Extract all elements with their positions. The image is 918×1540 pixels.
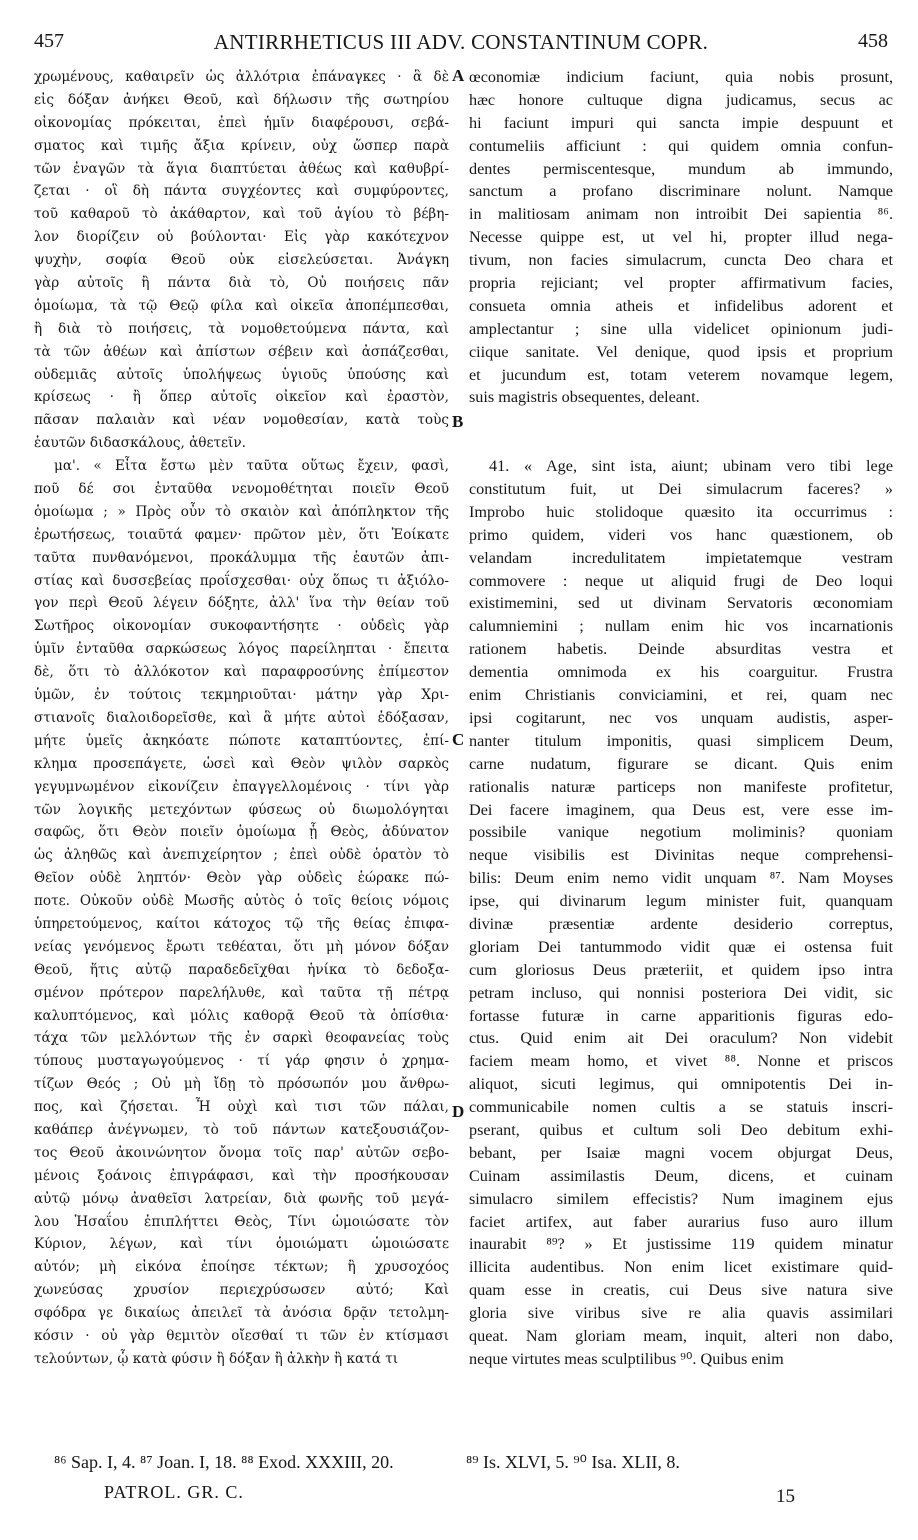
latin-text-line: Dei facere imaginem, qua Deus est, vere esse im- [469, 800, 893, 819]
greek-text-line: λου Ἡσαΐου ἐπιπλήττει Θεὸς, Τίνι ὡμοιώσατε τὸν [34, 1213, 449, 1230]
latin-text-line: ctus. Quid enim ait Dei oraculum? Non videbit [469, 1029, 893, 1048]
latin-text-line: pserant, quibus et cultum soli Deo debitum exhi- [469, 1120, 893, 1139]
latin-text-line: fortasse futuræ in carne apparitionis figuras edo- [469, 1006, 893, 1025]
greek-text-line: σαφῶς, ὅτι Θεὸν ποιεῖν ὁμοίωμα ᾗ Θεὸς, ἀδύνατον [34, 824, 449, 841]
greek-text-line: νείας γενόμενος ἔρωτι τεθέαται, ὅτι μὴ μόνον δόξαν [34, 938, 449, 955]
greek-text-line: ὁμοίωμα, τὰ τῷ Θεῷ φίλα καὶ οἰκεῖα ἀποπέμπεσθαι, [34, 297, 449, 314]
latin-text-line: consueta omnia atheis et infidelibus adorent et [469, 296, 893, 315]
margin-letter-a: A [452, 66, 465, 85]
greek-text-line: ὑμῖν ἐνταῦθα σαρκώσεως λόγος παρείληπται · ἔπειτα [34, 641, 449, 658]
greek-text-line: τύπους μυσταγωγούμενος · τί γάρ φησιν ὁ χρημα- [34, 1053, 449, 1070]
greek-text-line: τελούντων, ᾧ κατὰ φύσιν ἢ δόξαν ἢ ἀλκὴν ἢ κατά τι [34, 1350, 399, 1367]
greek-text-line: ὁμοίωμα ; » Πρὸς οὖν τὸ σκαιὸν καὶ ἀπόπληκτον τῆς [34, 503, 449, 520]
latin-text-line: suis magistris obsequentes, deleant. [469, 388, 700, 407]
greek-text-line: Σωτῆρος οἰκονομίαν συκοφαντήσητε · οὐδεὶς γὰρ [34, 618, 449, 635]
latin-text-line: faciem meam homo, et vivet ⁸⁸. Nonne et priscos [469, 1052, 893, 1071]
latin-text-line: amplectantur ; sine ulla videlicet opinionum judi- [469, 319, 893, 338]
latin-text-line: tivum, non facies simulacrum, cuncta Deo chara et [469, 251, 893, 270]
series-signature: PATROL. GR. C. [104, 1482, 244, 1502]
latin-text-line: velandam incredulitatem impietatemque vestram [469, 548, 893, 567]
latin-text-line: ipse, qui divinarum legum minister fuit, quanquam [469, 892, 893, 911]
greek-text-line: δὲ, ὅτι τὸ ἀλλόκοτον καὶ παραφροσύνης ἐπίμεστον [34, 664, 449, 681]
latin-text-line: et jucundum est, totam veterem novamque legem, [469, 365, 893, 384]
latin-column [469, 66, 893, 1371]
greek-text-line: στίας καὶ δυσσεβείας προΐσχεσθαι· οὐχ ὅπως τι ἀξιόλο- [34, 572, 449, 589]
latin-text-line: constitutum fuit, ut Dei simulacrum faceres? » [469, 480, 893, 499]
greek-text-line: ὡς ἀληθῶς καὶ ἀνεπιχείρητον ; ἐπεὶ οὐδὲ ὁρατὸν τὸ [34, 847, 449, 864]
latin-text-line: cum gloriosus Deus præteriit, et quidem ipso intra [469, 960, 893, 979]
latin-text-line: bebant, per Isaiæ magni vocem objurgat Deus, [469, 1143, 893, 1162]
page-number-right: 458 [858, 30, 888, 52]
greek-text-line: τος Θεοῦ ἀκοινώνητον ὄνομα τοῖς παρ' αὐτῶν σεβο- [34, 1144, 449, 1161]
margin-letter-c: C [452, 730, 465, 749]
running-header [34, 30, 888, 56]
greek-text-line: ψυχὴν, σοφία Θεοῦ οὐκ εἰσελεύσεται. Ἀνάγκη [34, 252, 449, 269]
latin-text-line: commovere : neque ut aliquid frugi de Deo loqui [469, 571, 893, 590]
latin-text-line: bilis: Deum enim nemo vidit unquam ⁸⁷. Nam Moyses [469, 869, 893, 888]
sheet-number: 15 [776, 1486, 795, 1507]
latin-text-line: illicita audentibus. Non enim licet existimare quid- [469, 1258, 893, 1277]
latin-text-line: calumniemini ; nullam enim hic vos incarnationis [469, 617, 893, 636]
latin-text-line: primo quidem, videri vos hanc quæstionem, ob [469, 525, 893, 544]
greek-text-line: μήτε ὑμεῖς ἀκηκόατε πώποτε καταπτύοντες, ἐπί- [34, 732, 449, 749]
latin-text-line: gloriam Dei tantummodo vidit quæ ei ostensa fuit [469, 937, 893, 956]
greek-text-line: οὐδεμιᾶς αὐτοῖς ὑπολήψεως ὑγιοῦς ὑπούσης καὶ [34, 366, 449, 383]
greek-text-line: σματος καὶ τιμῆς ἄξια κρίνειν, οὐχ ὥσπερ παρὰ [34, 137, 449, 154]
greek-text-line: καθάπερ ἀνέγνωμεν, τὸ τοῦ πάντων κατεξουσιάζον- [34, 1121, 449, 1138]
footnotes-left: ⁸⁶ Sap. I, 4. ⁸⁷ Joan. I, 18. ⁸⁸ Exod. XXXIII, 20. [54, 1452, 394, 1472]
latin-text-line: enim Christianis conviciamini, et rei, quam nec [469, 686, 893, 705]
greek-text-line: τάχα τῶν μελλόντων τῆς ἐν σαρκὶ θεοφανείας τοὺς [34, 1030, 449, 1047]
latin-text-line: dementia omnimoda ex his coarguitur. Frustra [469, 663, 893, 682]
greek-text-line: κόσιν · οὐ γὰρ θεμιτὸν οἴεσθαί τι τῶν ἐν κτίσμασι [34, 1327, 449, 1344]
greek-text-line: λον διορίζειν οὐ βούλονται· Εἰς γὰρ κακότεχνον [34, 229, 449, 246]
latin-text-line: hæc honore cultuque digna judicamus, secus ac [469, 90, 893, 109]
latin-text-line: Cuinam assimilastis Deum, dicens, et cuinam [469, 1166, 893, 1185]
greek-text-line: ἐρωτήσεως, τοιαῦτά φαμεν· πρῶτον μὲν, ὅτι Ἐοίκατε [34, 526, 449, 543]
greek-text-line: ὑπηρετούμενος, καίτοι κάτοχος τῷ τῆς θείας ἐπιφα- [34, 915, 449, 932]
latin-text-line: petram incluso, qui nonnisi posteriora Dei vidit, sic [469, 983, 893, 1002]
footnotes-right: ⁸⁹ Is. XLVI, 5. ⁹⁰ Isa. XLII, 8. [466, 1452, 680, 1472]
latin-text-line: communicabile nomen cultis a se statuis inscri- [469, 1098, 893, 1117]
greek-text-line: ποῦ δέ σοι ἐνταῦθα νενομοθέτηται ποιεῖν Θεοῦ [34, 481, 449, 498]
greek-text-line: γον περὶ Θεοῦ λέγειν δόξητε, ἀλλ' ἵνα τὴν θείαν τοῦ [34, 595, 449, 612]
margin-letter-b: B [452, 412, 464, 431]
latin-text-line: divinæ præsentiæ ardente desiderio correptus, [469, 914, 893, 933]
greek-text-line: τοῦ καθαροῦ τὸ ἀκάθαρτον, καὶ τοῦ ἁγίου τὸ βέβη- [34, 206, 449, 223]
greek-text-line: Θεῖον οὐδὲ ληπτόν· Θεὸν γὰρ οὐδεὶς ἑώρακε πώ- [34, 870, 449, 887]
greek-text-line: γεγυμνωμένον εἰκονίζειν ἐπαγγελλομένοις · τίνι γὰρ [34, 778, 449, 795]
greek-text-line: τὰ τῶν ἀθέων καὶ ἀπίστων σέβειν καὶ ἀσπάζεσθαι, [34, 343, 449, 360]
latin-text-line: sanctum a profano discriminare nolunt. Namque [469, 182, 893, 201]
latin-text-line: hi faciunt impuri qui sancta impie despuunt et [469, 113, 893, 132]
greek-text-line: καλυπτόμενος, καὶ μόλις καθορᾷ Θεοῦ τὰ ὀπίσθια· [34, 1007, 449, 1024]
margin-letter-d: D [452, 1102, 465, 1121]
greek-text-line: ποτε. Οὐκοῦν οὐδὲ Μωσῆς αὐτὸς ὁ τοῖς θείοις νόμοις [34, 893, 449, 910]
latin-text-line: possibile vanique negotium moliminis? quoniam [469, 823, 893, 842]
paragraph-gap [469, 409, 893, 432]
greek-text-line: ἢ διὰ τὸ ποιήσεις, τὰ νομοθετούμενα πάντα, καὶ [34, 320, 449, 337]
latin-text-line: neque virtutes meas sculptilibus ⁹⁰. Quibus enim [469, 1349, 784, 1368]
greek-text-line: Θεοῦ, ἥτις αὐτῷ παραδεδεῖχθαι ἡνίκα τὸ δεδοξα- [34, 961, 449, 978]
latin-text-line: rationalis naturæ particeps non manifeste profitetur, [469, 777, 893, 796]
latin-text-line: existimemini, sed ut divinam Servatoris œconomiam [469, 594, 893, 613]
greek-text-line: αὐτῷ μόνῳ ἀναθεῖσι λατρείαν, διὰ φωνῆς τοῦ μεγά- [34, 1190, 449, 1207]
greek-text-line: ταῦτα πυνθανόμενοι, προκάλυμμα τῆς ἑαυτῶν ἀπι- [34, 549, 449, 566]
greek-text-line: τῶν λογικῆς μετεχόντων φύσεως οὐ διωμολόγηται [34, 801, 449, 818]
greek-text-line: χωνεύσας χρυσίον περιεχρύσωσεν αὐτό; Καὶ [34, 1282, 449, 1299]
greek-text-line: πος, καὶ ζήσεται. Ἦ οὐχὶ καὶ τισι τῶν πάλαι, [34, 1099, 449, 1116]
latin-text-line: carne nudatum, figurare se dicant. Quis enim [469, 754, 893, 773]
greek-text-line: μα'. « Εἶτα ἔστω μὲν ταῦτα οὕτως ἔχειν, φασὶ, [54, 458, 449, 475]
latin-text-line: in malitiosam animam non introibit Dei sapientia ⁸⁶. [469, 205, 893, 224]
latin-text-line: rationem habetis. Deinde absurditas vestra et [469, 640, 893, 659]
greek-text-line: σμένον πρότερον παρελήλυθε, καὶ ταῦτα τῇ πέτρᾳ [34, 984, 449, 1001]
latin-text-line: gloria sive viribus sive re alia quavis assimilari [469, 1304, 893, 1323]
greek-text-line: αὐτόν; μὴ εἰκόνα ἐποίησε τέκτων; ἢ χρυσοχόος [34, 1259, 449, 1276]
greek-text-line: εἰς δόξαν ἀνήκει Θεοῦ, καὶ δήλωσιν τῆς σωτηρίου [34, 91, 449, 108]
latin-text-line: 41. « Age, sint ista, aiunt; ubinam vero tibi lege [489, 457, 893, 476]
greek-text-line: ὑμῶν, ἐν τούτοις τεκμηριοῦται· μάτην γὰρ Χρι- [34, 687, 449, 704]
latin-text-line: nanter titulum imponitis, quasi simplicem Deum, [469, 731, 893, 750]
greek-text-line: Κύριον, λέγων, καὶ τίνι ὁμοιώματι ὡμοιώσατε [34, 1236, 449, 1253]
paragraph-gap [469, 432, 893, 455]
latin-text-line: Necesse quippe est, ut vel hi, propter illud nega- [469, 228, 893, 247]
greek-text-line: τῶν ἐναγῶν τὰ ἅγια διαπτύεται ἀθέως καὶ καθυβρί- [34, 160, 449, 177]
latin-text-line: faciet artifex, aut faber aurarius fuso auro illum [469, 1212, 893, 1231]
greek-text-line: οἰκονομίας πρόκειται, ἐπεὶ ἡμῖν διαφέρουσι, σεβά- [34, 114, 449, 131]
page-number-left: 457 [34, 30, 64, 52]
latin-text-line: Improbo huic stolidoque quæsito ita occurrimus : [469, 502, 893, 521]
latin-text-line: contumeliis afficiunt : qui quidem omnia confun- [469, 136, 893, 155]
greek-column [34, 66, 449, 1371]
greek-text-line: στιανοῖς διαλοιδορεῖσθε, καὶ ἃ μήτε αὐτοὶ ἐδόξασαν, [34, 709, 449, 726]
greek-text-line: σφόδρα γε δικαίως ἀπειλεῖ τὰ ἀνόσια δρᾷν τετολμη- [34, 1305, 449, 1322]
latin-text-line: inaurabit ⁸⁹? » Et justissime 119 quidem minatur [469, 1235, 893, 1254]
latin-text-line: propria rejiciant; vel propter affirmativum facies, [469, 274, 893, 293]
latin-text-line: ipsi cogitarunt, nec vos unquam audistis, asper- [469, 708, 893, 727]
latin-text-line: quam esse in creatis, cui Deus sive natura sive [469, 1281, 893, 1300]
greek-text-line: τίζων Θεός ; Οὐ μὴ ἴδῃ τὸ πρόσωπόν μου ἄνθρω- [34, 1076, 449, 1093]
latin-text-line: aliquot, sicuti legimus, qui omnipotentis Dei in- [469, 1075, 893, 1094]
running-title: ANTIRRHETICUS III ADV. CONSTANTINUM COPR. [213, 30, 709, 54]
greek-text-line: πᾶσαν παλαιὰν καὶ νέαν νομοθεσίαν, κατὰ τοὺς [34, 412, 449, 429]
latin-text-line: queat. Nam gloriam meam, inquit, alteri non dabo, [469, 1326, 893, 1345]
greek-text-line: μένοις ξοάνοις ἐπιγράφασι, καὶ τὴν προσήκουσαν [34, 1167, 449, 1184]
greek-text-line: κρίσεως · ἢ ὅπερ αὐτοῖς οἰκεῖον καὶ ἐραστὸν, [34, 389, 449, 406]
latin-text-line: simulacro similem effecistis? Num imaginem ejus [469, 1189, 893, 1208]
latin-text-line: œconomiæ indicium faciunt, quia nobis prosunt, [469, 68, 893, 86]
greek-text-line: ἑαυτῶν διδασκάλους, ἀθετεῖν. [34, 435, 246, 452]
greek-text-line: γὰρ αὐτοῖς ἢ πάντα διὰ τὸ, Οὐ ποιήσεις πᾶν [34, 275, 449, 292]
greek-text-line: κλημα προσεπάγετε, ὡσεὶ καὶ Θεὸν ψιλὸν σαρκὸς [34, 755, 449, 772]
greek-text-line: ζεται · οἳ δὴ πάντα συγχέοντες καὶ συμφύροντες, [34, 183, 449, 200]
greek-text-line: χρωμένους, καθαιρεῖν ὡς ἀλλότρια ἐπάναγκες · ἃ δὲ [34, 69, 449, 85]
latin-text-line: neque visibilis est Divinitas neque comprehensi- [469, 846, 893, 865]
latin-text-line: ciique sanitate. Vel denique, quod ipsis et proprium [469, 342, 893, 361]
latin-text-line: dentes permiscentesque, mundum ab immundo, [469, 159, 893, 178]
